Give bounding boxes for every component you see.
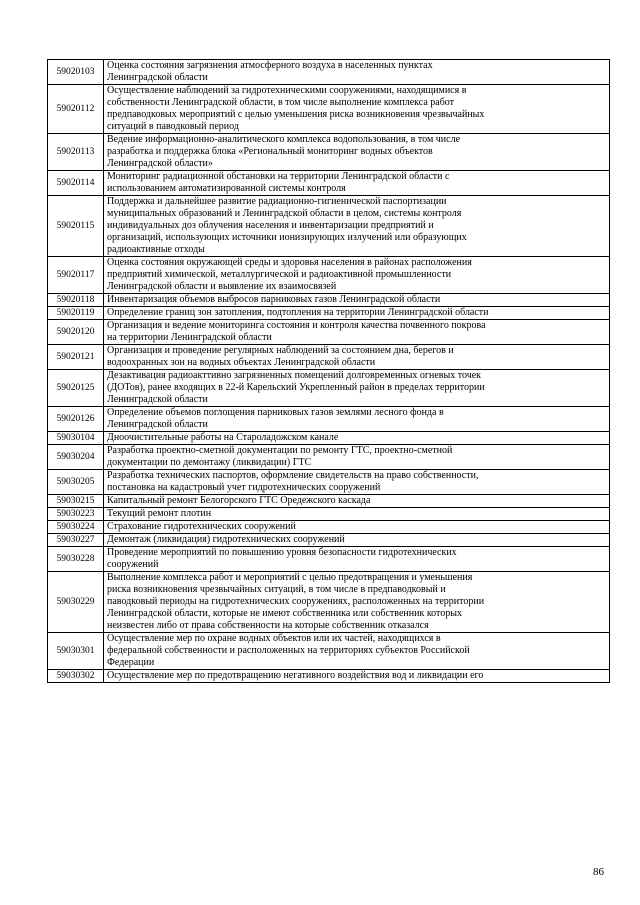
- row-description: [104, 196, 610, 257]
- row-description: [104, 407, 610, 432]
- row-description: [104, 470, 610, 495]
- table-row: [48, 508, 610, 521]
- description-line: Дезактивация радиоакттивно загрязненных помещений долговременных огневых точек: [107, 370, 482, 381]
- row-description: [104, 495, 610, 508]
- row-code: 59020117: [48, 257, 104, 294]
- description-line: ситуаций в паводковый период: [107, 121, 239, 132]
- description-line: паводковый периоды на гидротехнических сооружениях, расположенных на территории: [107, 596, 485, 607]
- description-line: сооружений: [107, 559, 159, 570]
- row-description: [104, 85, 610, 134]
- description-line: использованием автоматизированной системы контроля: [107, 183, 346, 194]
- row-description: [104, 134, 610, 171]
- description-line: Федерации: [107, 657, 155, 668]
- description-line: Поддержка и дальнейшее развитие радиационно-гигиенической паспортизации: [107, 196, 447, 207]
- row-code: 59030229: [48, 572, 104, 633]
- table-row: [48, 670, 610, 683]
- row-description: [104, 572, 610, 633]
- description-line: Ленинградской области»: [107, 158, 213, 169]
- table-row: [48, 445, 610, 470]
- table-row: [48, 320, 610, 345]
- description-line: Оценка состояния загрязнения атмосферного воздуха в населенных пунктах: [107, 60, 433, 71]
- description-line: Осуществление наблюдений за гидротехническими сооружениями, находящимися в: [107, 85, 467, 96]
- row-code: 59030104: [48, 432, 104, 445]
- table-row: [48, 171, 610, 196]
- row-description: [104, 445, 610, 470]
- table-row: [48, 257, 610, 294]
- description-line: неизвестен либо от права собственности на которые собственник отказался: [107, 620, 429, 631]
- description-line: Осуществление мер по охране водных объектов или их частей, находящихся в: [107, 633, 441, 644]
- row-description: [104, 257, 610, 294]
- description-line: Ленинградской области: [107, 72, 208, 83]
- description-line: Текущий ремонт плотин: [107, 508, 212, 519]
- description-line: Демонтаж (ликвидация) гидротехнических сооружений: [107, 534, 345, 545]
- description-line: Ленинградской области: [107, 394, 208, 405]
- description-line: Мониторинг радиационной обстановки на территории Ленинградской области с: [107, 171, 450, 182]
- table-row: [48, 547, 610, 572]
- table-row: [48, 432, 610, 445]
- description-line: собственности Ленинградской области, в том числе выполнение комплекса работ: [107, 97, 455, 108]
- description-line: Разработка проектно-сметной документации по ремонту ГТС, проектно-сметной: [107, 445, 453, 456]
- row-description: [104, 670, 610, 683]
- row-code: 59020118: [48, 294, 104, 307]
- description-line: федеральной собственности и расположенных на территориях субъектов Российской: [107, 645, 470, 656]
- row-code: 59020120: [48, 320, 104, 345]
- description-line: Страхование гидротехнических сооружений: [107, 521, 296, 532]
- budget-codes-table: [47, 59, 610, 683]
- row-code: 59030223: [48, 508, 104, 521]
- description-line: водоохранных зон на водных объектах Ленинградской области: [107, 357, 376, 368]
- table-row: [48, 470, 610, 495]
- row-code: 59020119: [48, 307, 104, 320]
- description-line: Разработка технических паспортов, оформление свидетельств на право собственности,: [107, 470, 479, 481]
- description-line: индивидуальных доз облучения населения и инвентаризации предприятий и: [107, 220, 434, 231]
- row-description: [104, 320, 610, 345]
- row-description: [104, 534, 610, 547]
- description-line: Ленинградской области и выявление их взаимосвязей: [107, 281, 337, 292]
- row-code: 59020113: [48, 134, 104, 171]
- row-description: [104, 370, 610, 407]
- description-line: предприятий химической, металлургической и радиоактивной промышленности: [107, 269, 452, 280]
- row-description: [104, 294, 610, 307]
- row-code: 59030224: [48, 521, 104, 534]
- description-line: риска возникновения чрезвычайных ситуаций, в том числе в предпаводковый и: [107, 584, 446, 595]
- table-row: [48, 633, 610, 670]
- table-row: [48, 521, 610, 534]
- description-line: предпаводковых мероприятий с целью уменьшения риска возникновения чрезвычайных: [107, 109, 485, 120]
- description-line: Ленинградской области, которые не имеют собственника или собственник которых: [107, 608, 462, 619]
- table-row: [48, 85, 610, 134]
- description-line: документации по демонтажу (ликвидации) ГТС: [107, 457, 312, 468]
- description-line: Инвентаризация объемов выбросов парниковых газов Ленинградской области: [107, 294, 441, 305]
- table-row: [48, 345, 610, 370]
- description-line: Организация и проведение регулярных наблюдений за состоянием дна, берегов и: [107, 345, 454, 356]
- description-line: постановка на кадастровый учет гидротехнических сооружений: [107, 482, 381, 493]
- table-row: [48, 572, 610, 633]
- table-row: [48, 134, 610, 171]
- row-code: 59020103: [48, 60, 104, 85]
- row-description: [104, 521, 610, 534]
- row-code: 59020112: [48, 85, 104, 134]
- row-code: 59030205: [48, 470, 104, 495]
- row-code: 59030204: [48, 445, 104, 470]
- table-row: [48, 60, 610, 85]
- row-description: [104, 508, 610, 521]
- row-code: 59030301: [48, 633, 104, 670]
- description-line: Капитальный ремонт Белогорского ГТС Оредежского каскада: [107, 495, 371, 506]
- table-body: [48, 60, 610, 683]
- table-row: [48, 307, 610, 320]
- row-code: 59020121: [48, 345, 104, 370]
- table-row: [48, 370, 610, 407]
- row-code: 59020125: [48, 370, 104, 407]
- row-code: 59030227: [48, 534, 104, 547]
- description-line: Осуществление мер по предотвращению негативного воздействия вод и ликвидации его: [107, 670, 484, 681]
- row-description: [104, 633, 610, 670]
- row-description: [104, 307, 610, 320]
- description-line: организаций, использующих источники ионизирующих излучений или образующих: [107, 232, 467, 243]
- row-code: 59030215: [48, 495, 104, 508]
- description-line: на территории Ленинградской области: [107, 332, 272, 343]
- description-line: Проведение мероприятий по повышению уровня безопасности гидротехнических: [107, 547, 457, 558]
- table-row: [48, 407, 610, 432]
- row-code: 59020114: [48, 171, 104, 196]
- description-line: разработка и поддержка блока «Региональный мониторинг водных объектов: [107, 146, 433, 157]
- row-description: [104, 171, 610, 196]
- row-code: 59030228: [48, 547, 104, 572]
- table-row: [48, 294, 610, 307]
- row-description: [104, 345, 610, 370]
- row-code: 59030302: [48, 670, 104, 683]
- description-line: Определение объемов поглощения парниковых газов землями лесного фонда в: [107, 407, 444, 418]
- description-line: радиоактивные отходы: [107, 244, 205, 255]
- row-description: [104, 432, 610, 445]
- description-line: муниципальных образований и Ленинградской области в целом, системы контроля: [107, 208, 462, 219]
- table-row: [48, 534, 610, 547]
- description-line: Ведение информационно-аналитического комплекса водопользования, в том числе: [107, 134, 461, 145]
- description-line: Оценка состояния окружающей среды и здоровья населения в районах расположения: [107, 257, 472, 268]
- row-code: 59020126: [48, 407, 104, 432]
- table-row: [48, 495, 610, 508]
- page-number: 86: [593, 866, 604, 878]
- row-description: [104, 547, 610, 572]
- description-line: Дноочистительные работы на Староладожском канале: [107, 432, 339, 443]
- description-line: Организация и ведение мониторинга состояния и контроля качества почвенного покрова: [107, 320, 486, 331]
- table-row: [48, 196, 610, 257]
- description-line: Определение границ зон затопления, подтопления на территории Ленинградской области: [107, 307, 489, 318]
- row-code: 59020115: [48, 196, 104, 257]
- description-line: (ДОТов), ранее входящих в 22-й Карельский Укрепленный район в пределах территории: [107, 382, 485, 393]
- description-line: Выполнение комплекса работ и мероприятий с целью предотвращения и уменьшения: [107, 572, 473, 583]
- description-line: Ленинградской области: [107, 419, 208, 430]
- row-description: [104, 60, 610, 85]
